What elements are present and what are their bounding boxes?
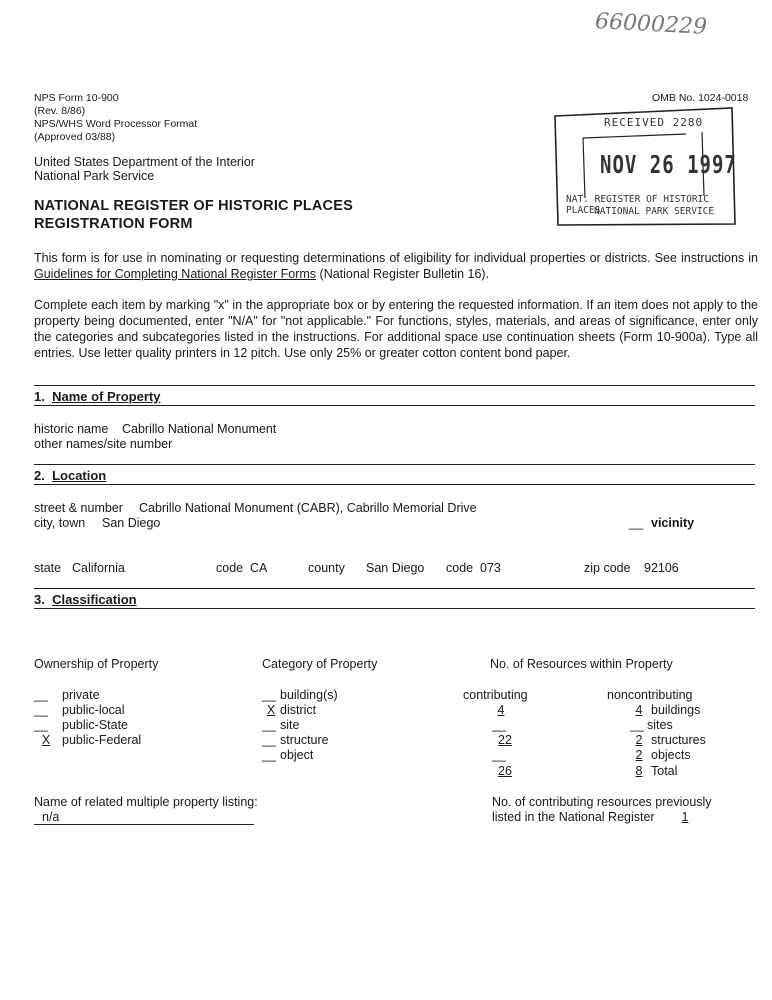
resource-label-structures: structures: [651, 733, 706, 747]
resource-label-buildings: buildings: [651, 703, 701, 717]
form-revision: (Rev. 8/86): [34, 105, 86, 117]
divider: [34, 385, 755, 386]
resource-label-sites: sites: [647, 718, 673, 732]
agency-department: United States Department of the Interior: [34, 155, 255, 169]
contributing-sites-blank: __: [492, 718, 506, 732]
previously-listed-label-1: No. of contributing resources previously: [492, 795, 712, 809]
other-names-label: other names/site number: [34, 437, 173, 451]
historic-name-label: historic name: [34, 422, 109, 436]
section-title: Name of Property: [52, 389, 161, 404]
omb-number: OMB No. 1024-0018: [652, 92, 749, 104]
city-value: San Diego: [102, 516, 161, 530]
county-code-value: 073: [480, 561, 501, 575]
section-3-heading: [34, 592, 137, 607]
noncontributing-buildings: 4: [635, 703, 643, 717]
option-label: public-State: [62, 718, 129, 732]
state-label: state: [34, 561, 62, 575]
zip-value: 92106: [644, 561, 679, 575]
noncontributing-structures: 2: [635, 733, 643, 747]
category-option-object: [262, 748, 313, 763]
resource-label-total: Total: [651, 764, 678, 778]
ownership-heading: Ownership of Property: [34, 657, 159, 671]
form-subtitle: REGISTRATION FORM: [34, 216, 193, 232]
noncontributing-heading: noncontributing: [607, 688, 693, 702]
section-number: 2.: [34, 468, 45, 483]
section-2-heading: [34, 468, 106, 483]
previously-listed-label-2: listed in the National Register: [492, 810, 655, 824]
county-code-label: code: [446, 561, 474, 575]
contributing-structures: 22: [498, 733, 512, 747]
check-mark: __: [34, 688, 48, 702]
stamp-service: NATIONAL PARK SERVICE: [594, 206, 715, 217]
stamp-register: NAT. REGISTER OF HISTORIC PLACES: [566, 194, 709, 216]
check-mark: __: [34, 718, 48, 732]
intro-text: This form is for use in nominating or requesting determinations of eligibility for individual properties or districts. See instructions in: [34, 251, 758, 265]
historic-name-value: Cabrillo National Monument: [122, 422, 277, 436]
option-label: private: [62, 688, 100, 702]
check-mark: __: [262, 748, 276, 762]
noncontributing-sites-blank: __: [630, 718, 644, 732]
section-1-heading: [34, 389, 160, 404]
zip-label: zip code: [584, 561, 631, 575]
guidelines-reference: Guidelines for Completing National Register Forms: [34, 267, 317, 281]
section-number: 1.: [34, 389, 45, 404]
category-option-structure: [262, 733, 329, 748]
ownership-option-public-federal: [34, 733, 141, 748]
section-title: Location: [52, 468, 107, 483]
ownership-option-private: [34, 688, 100, 703]
stamp-received: RECEIVED 2280: [604, 116, 704, 129]
intro-paragraph-2: Complete each item by marking "x" in the appropriate box or by entering the requested information. If an item does not apply to the property being documented, enter "N/A" for "not applicable." For functions, styles, materials, and areas of significance, enter only the categories and subcategories listed in the instructions. For additional space use continuation sheets (Form 10-900a). Type all entries. Use letter quality printers in 12 pitch. Use only 25% or greater cotton content bond paper.: [34, 298, 758, 360]
agency-service: National Park Service: [34, 169, 155, 183]
noncontributing-objects: 2: [635, 748, 643, 762]
related-listing-label: Name of related multiple property listing:: [34, 795, 258, 809]
check-mark: X: [41, 733, 51, 747]
contributing-buildings: 4: [497, 703, 505, 717]
divider: [34, 484, 755, 485]
county-label: county: [308, 561, 345, 575]
resources-heading: No. of Resources within Property: [490, 657, 673, 671]
option-label: public-local: [62, 703, 125, 717]
vicinity-mark: __: [629, 516, 643, 530]
city-label: city, town: [34, 516, 86, 530]
intro-paragraph-1: [34, 250, 758, 282]
option-label: object: [280, 748, 314, 762]
intro-text-end: (National Register Bulletin 16).: [316, 267, 490, 281]
state-value: California: [72, 561, 125, 575]
contributing-total: 26: [498, 764, 512, 778]
category-option-site: [262, 718, 299, 733]
check-mark: X: [266, 703, 276, 717]
contributing-objects-blank: __: [492, 748, 506, 762]
check-mark: __: [34, 703, 48, 717]
option-label: district: [280, 703, 317, 717]
divider: [34, 464, 755, 465]
resource-label-objects: objects: [651, 748, 691, 762]
check-mark: __: [262, 688, 276, 702]
option-label: site: [280, 718, 300, 732]
state-code-value: CA: [250, 561, 268, 575]
street-value: Cabrillo National Monument (CABR), Cabrillo Memorial Drive: [139, 501, 477, 515]
check-mark: __: [262, 718, 276, 732]
form-title: NATIONAL REGISTER OF HISTORIC PLACES: [34, 198, 353, 214]
category-heading: Category of Property: [262, 657, 378, 671]
option-label: building(s): [280, 688, 338, 702]
form-number: NPS Form 10-900: [34, 92, 119, 104]
section-title: Classification: [52, 592, 137, 607]
contributing-heading: contributing: [463, 688, 528, 702]
vicinity-label: vicinity: [651, 516, 695, 530]
option-label: public-Federal: [62, 733, 142, 747]
ownership-option-public-local: [34, 703, 125, 718]
category-option-buildings: [262, 688, 338, 703]
divider: [34, 608, 755, 609]
county-value: San Diego: [366, 561, 425, 575]
option-label: structure: [280, 733, 329, 747]
form-format: NPS/WHS Word Processor Format: [34, 118, 198, 130]
section-number: 3.: [34, 592, 45, 607]
divider: [34, 405, 755, 406]
category-option-district: [262, 703, 316, 718]
street-label: street & number: [34, 501, 123, 515]
form-approved: (Approved 03/88): [34, 131, 116, 143]
ownership-option-public-state: [34, 718, 128, 733]
divider: [34, 588, 755, 589]
related-listing-underline: [34, 824, 254, 825]
noncontributing-total: 8: [635, 764, 643, 778]
received-stamp: [552, 106, 738, 228]
related-listing-value: n/a: [42, 810, 60, 824]
state-code-label: code: [216, 561, 244, 575]
handwritten-reference-number: 66000229: [594, 9, 708, 40]
check-mark: __: [262, 733, 276, 747]
stamp-date: NOV 26 1997: [600, 150, 737, 180]
previously-listed-value: 1: [681, 810, 689, 824]
